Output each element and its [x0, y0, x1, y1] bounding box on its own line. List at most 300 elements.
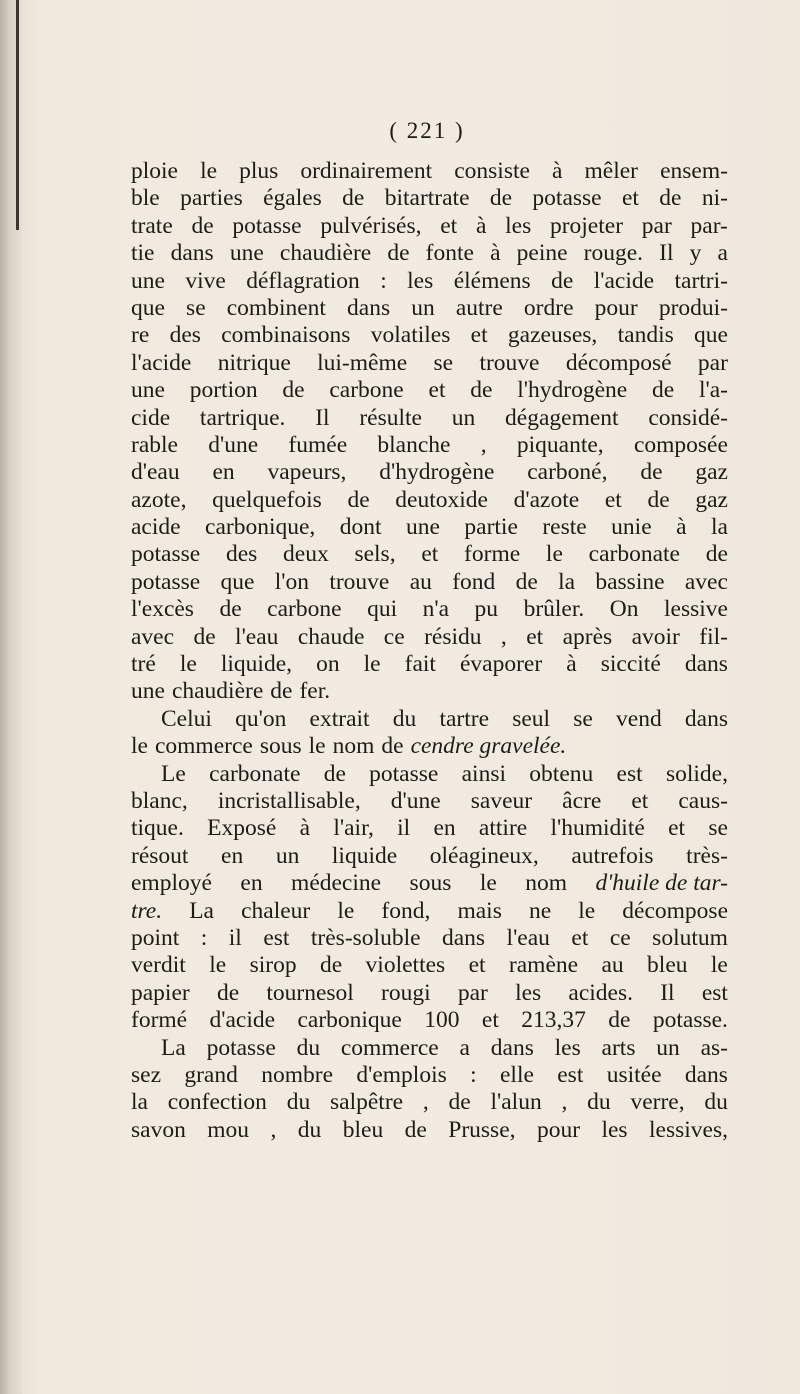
- word: brûler.: [523, 596, 585, 623]
- word: du: [704, 1089, 728, 1116]
- word: résidu: [424, 623, 482, 650]
- word: papier: [131, 979, 190, 1006]
- word: il: [397, 815, 411, 842]
- word: d'emplois: [356, 1061, 447, 1088]
- word: de: [515, 568, 538, 595]
- word: une: [406, 514, 440, 541]
- word: se: [708, 815, 728, 842]
- text-line: [131, 459, 728, 486]
- word: saveur: [470, 787, 533, 814]
- word: tartre: [439, 705, 490, 732]
- word: est: [616, 760, 643, 787]
- word: tartrique.: [199, 404, 286, 431]
- word: verre,: [630, 1089, 685, 1116]
- word: médecine: [291, 870, 382, 897]
- word: les: [554, 1034, 581, 1061]
- word: cendre gravelée.: [410, 733, 567, 760]
- word: carbonique,: [205, 514, 316, 541]
- word: du: [296, 1034, 321, 1061]
- word: mou: [207, 1116, 250, 1143]
- word: attire: [478, 815, 528, 842]
- word: déflagration: [246, 267, 360, 294]
- word: Il: [315, 404, 330, 431]
- word: bassine: [595, 568, 665, 595]
- text-line: [131, 322, 728, 349]
- word: les: [515, 979, 542, 1006]
- word: à: [552, 158, 563, 184]
- word: employé: [131, 870, 212, 897]
- word: blanc,: [131, 787, 188, 814]
- word: deux: [283, 541, 329, 568]
- word: en: [433, 815, 456, 842]
- word: décompose: [622, 897, 728, 924]
- word: fond,: [381, 897, 431, 924]
- word: tartri-: [674, 267, 728, 294]
- word: les: [407, 267, 434, 294]
- word: acides.: [568, 979, 634, 1006]
- word: nombre: [261, 1061, 334, 1088]
- word: potasse: [131, 568, 201, 595]
- word: élémens: [453, 267, 531, 294]
- word: reste: [542, 514, 587, 541]
- word: trouve: [329, 568, 390, 595]
- word: le: [545, 541, 563, 568]
- word: l'hydrogène: [517, 377, 628, 404]
- word: gaz: [695, 486, 728, 513]
- word: chaleur: [241, 897, 311, 924]
- word: salpêtre: [330, 1089, 404, 1116]
- word: ce: [383, 623, 405, 650]
- word: de: [489, 185, 513, 212]
- word: évaporer: [460, 651, 543, 678]
- word: du: [587, 1089, 611, 1116]
- text-line: [131, 678, 728, 705]
- text-line: [131, 487, 728, 514]
- word: nitrique: [217, 349, 291, 376]
- word: après: [562, 623, 613, 650]
- word: décomposé: [565, 349, 672, 376]
- word: Exposé: [207, 815, 277, 842]
- word: considé-: [648, 404, 728, 431]
- text-line: [131, 1062, 728, 1089]
- word: tique.: [131, 815, 184, 842]
- text-line: [131, 651, 728, 678]
- word: y: [689, 240, 702, 267]
- word: ploie: [131, 158, 178, 184]
- word: d'huile de tar-: [595, 870, 728, 897]
- word: et: [440, 212, 458, 239]
- word: que: [131, 294, 165, 321]
- word: on: [316, 651, 340, 678]
- word: fonte: [425, 240, 474, 267]
- text-line: [131, 185, 728, 212]
- word: plus: [239, 158, 279, 184]
- word: dans: [347, 294, 391, 321]
- word: avoir: [631, 623, 680, 650]
- word: lessive: [664, 596, 728, 623]
- word: le: [200, 158, 218, 184]
- word: pulvérisés,: [320, 212, 422, 239]
- word: est: [263, 924, 290, 951]
- word: a: [717, 240, 728, 267]
- word: rougi: [381, 979, 431, 1006]
- word: dans: [170, 240, 214, 267]
- word: en: [221, 842, 244, 869]
- word: le: [209, 952, 227, 979]
- word: la: [131, 1089, 148, 1116]
- word: violettes: [365, 952, 446, 979]
- word: l'a-: [698, 377, 728, 404]
- word: de: [640, 459, 663, 486]
- word: :: [380, 267, 387, 294]
- word: carbone: [329, 377, 404, 404]
- word: égales: [263, 185, 322, 212]
- word: de: [387, 240, 410, 267]
- word: de: [219, 596, 242, 623]
- word: ,: [270, 1116, 277, 1143]
- word: en: [240, 870, 263, 897]
- word: siccité: [600, 651, 661, 678]
- text-line: [131, 1035, 728, 1062]
- word: chaudière: [279, 240, 372, 267]
- word: as-: [700, 1034, 728, 1061]
- word: deutoxide: [395, 486, 488, 513]
- word: de: [319, 952, 343, 979]
- text-line: [131, 925, 728, 952]
- text-line: [131, 733, 728, 760]
- word: résout: [131, 842, 189, 869]
- word: 100: [424, 1007, 460, 1034]
- word: autrefois: [571, 842, 654, 869]
- word: ensem-: [660, 158, 728, 184]
- word: un: [656, 1034, 680, 1061]
- word: à: [299, 815, 311, 842]
- word: ble: [131, 185, 160, 212]
- word: tournesol: [266, 979, 354, 1006]
- word: l'excès: [131, 596, 194, 623]
- word: que: [220, 568, 255, 595]
- word: vend: [616, 705, 662, 732]
- word: fait: [404, 651, 436, 678]
- word: se: [573, 705, 593, 732]
- word: ,: [561, 1089, 568, 1116]
- word: à: [475, 212, 487, 239]
- word: l'alun: [490, 1089, 542, 1116]
- word: qu'on: [235, 705, 287, 732]
- word: il: [228, 924, 242, 951]
- word: pu: [474, 596, 499, 623]
- word: pour: [536, 1116, 581, 1143]
- text-line: [131, 706, 728, 733]
- word: une: [131, 267, 165, 294]
- word: dans: [684, 705, 728, 732]
- word: rable: [131, 431, 178, 458]
- text-line: [131, 761, 728, 788]
- word: nom: [525, 870, 568, 897]
- word: consiste: [454, 158, 530, 184]
- word: quelquefois: [212, 486, 322, 513]
- word: a: [459, 1034, 470, 1061]
- word: point: [131, 924, 180, 951]
- page-number: ( 221 ): [389, 118, 465, 143]
- word: partie: [464, 514, 518, 541]
- word: très-soluble: [310, 924, 421, 951]
- word: bleu: [342, 1116, 384, 1143]
- word: de: [470, 377, 493, 404]
- word: l'humidité: [550, 815, 645, 842]
- word: les: [601, 1116, 628, 1143]
- word: n'a: [422, 596, 450, 623]
- word: l'eau: [235, 623, 279, 650]
- word: sirop: [249, 952, 297, 979]
- text-line: [131, 980, 728, 1007]
- word: gaz: [695, 459, 728, 486]
- word: à: [566, 651, 577, 678]
- word: ne: [528, 897, 552, 924]
- word: fil-: [699, 623, 728, 650]
- word: re: [131, 322, 150, 349]
- word: chaude: [297, 623, 365, 650]
- body-text: [131, 158, 728, 1144]
- word: fumée: [288, 431, 348, 458]
- word: fond: [452, 568, 496, 595]
- word: et: [668, 815, 686, 842]
- word: de: [608, 1007, 631, 1034]
- word: de: [448, 1089, 471, 1116]
- word: dans: [490, 1034, 534, 1061]
- word: bleu: [647, 952, 688, 979]
- word: de: [216, 979, 240, 1006]
- word: de: [282, 377, 305, 404]
- text-line: [131, 158, 728, 185]
- text-line: [131, 350, 728, 377]
- word: ordre: [523, 294, 574, 321]
- word: et: [468, 952, 486, 979]
- word: et: [421, 541, 439, 568]
- word: gazeuses,: [507, 322, 598, 349]
- word: de: [551, 267, 574, 294]
- word: projeter: [549, 212, 624, 239]
- word: du: [286, 1089, 311, 1116]
- word: et: [428, 377, 446, 404]
- word: de: [381, 733, 404, 760]
- word: formé: [131, 1007, 188, 1034]
- word: dans: [442, 924, 486, 951]
- word: sels,: [354, 541, 396, 568]
- word: d'azote: [513, 486, 580, 513]
- word: tie: [131, 240, 155, 267]
- word: cide: [131, 404, 171, 431]
- word: est: [557, 1061, 584, 1088]
- word: un: [451, 404, 476, 431]
- word: ni-: [701, 185, 728, 212]
- word: obtenu: [529, 760, 594, 787]
- word: potasse: [232, 212, 302, 239]
- word: par: [697, 349, 728, 376]
- word: de: [191, 212, 214, 239]
- word: de: [323, 760, 346, 787]
- word: 213,37: [521, 1007, 586, 1034]
- text-line: [131, 295, 728, 322]
- word: la: [558, 568, 576, 595]
- word: autre: [455, 294, 503, 321]
- word: d'une: [390, 787, 441, 814]
- word: carbonate: [588, 541, 680, 568]
- word: liquide: [331, 842, 398, 869]
- word: nom: [332, 733, 375, 760]
- word: qui: [367, 596, 398, 623]
- word: dans: [684, 651, 728, 678]
- word: oléagineux,: [429, 842, 539, 869]
- word: potasse: [206, 1034, 276, 1061]
- word: de: [270, 678, 293, 705]
- word: Le: [161, 760, 186, 787]
- word: trate: [131, 212, 173, 239]
- word: âcre: [562, 787, 602, 814]
- word: très-: [686, 842, 728, 869]
- word: une: [131, 678, 165, 705]
- word: peine: [516, 240, 568, 267]
- word: et: [470, 322, 488, 349]
- word: avec: [131, 623, 175, 650]
- word: trouve: [479, 349, 540, 376]
- word: potasse: [131, 541, 201, 568]
- word: combinaisons: [221, 322, 351, 349]
- word: caus-: [678, 787, 728, 814]
- text-line: [131, 541, 728, 568]
- word: avec: [684, 568, 728, 595]
- word: par: [641, 212, 672, 239]
- word: au: [409, 568, 432, 595]
- word: azote,: [131, 486, 187, 513]
- word: parties: [180, 185, 243, 212]
- word: elle: [499, 1061, 534, 1088]
- word: se: [186, 294, 206, 321]
- word: volatiles: [370, 322, 451, 349]
- word: du: [297, 1116, 322, 1143]
- word: de: [705, 541, 728, 568]
- word: lessives,: [649, 1116, 728, 1143]
- word: lui-même: [317, 349, 408, 376]
- word: se: [433, 349, 454, 376]
- word: forme: [464, 541, 521, 568]
- word: le: [363, 651, 381, 678]
- word: sous: [259, 733, 302, 760]
- word: potasse.: [652, 1007, 728, 1034]
- text-line: [131, 1007, 728, 1034]
- text-line: [131, 405, 728, 432]
- word: acide: [131, 514, 181, 541]
- word: composée: [633, 431, 728, 458]
- word: sous: [409, 870, 452, 897]
- word: arts: [601, 1034, 636, 1061]
- word: l'acide: [593, 267, 655, 294]
- word: un: [411, 294, 435, 321]
- word: dans: [684, 1061, 728, 1088]
- word: le: [710, 952, 728, 979]
- word: de: [193, 623, 216, 650]
- text-line: [131, 843, 728, 870]
- text-line: [131, 432, 728, 459]
- word: tre.: [131, 897, 163, 924]
- text-line: [131, 815, 728, 842]
- word: seul: [512, 705, 551, 732]
- text-line: [131, 569, 728, 596]
- word: que: [694, 322, 728, 349]
- word: d'une: [208, 431, 259, 458]
- word: potasse: [532, 185, 602, 212]
- word: tandis: [617, 322, 674, 349]
- text-line: [131, 870, 728, 897]
- word: et: [604, 486, 622, 513]
- word: ,: [500, 623, 507, 650]
- word: dégagement: [505, 404, 619, 431]
- word: de: [651, 377, 675, 404]
- text-line: [131, 952, 728, 979]
- word: des: [169, 322, 201, 349]
- word: des: [225, 541, 258, 568]
- word: Celui: [161, 705, 212, 732]
- word: dont: [339, 514, 382, 541]
- word: On: [609, 596, 639, 623]
- word: unie: [611, 514, 652, 541]
- word: pour: [594, 294, 638, 321]
- word: incristallisable,: [217, 787, 361, 814]
- word: grand: [184, 1061, 238, 1088]
- word: carboné,: [527, 459, 608, 486]
- word: l'acide: [131, 349, 192, 376]
- word: le: [179, 651, 197, 678]
- word: commerce: [340, 1034, 439, 1061]
- word: et: [621, 185, 639, 212]
- word: par: [457, 979, 488, 1006]
- word: vive: [185, 267, 226, 294]
- text-line: [131, 514, 728, 541]
- word: carbonique: [297, 1007, 402, 1034]
- text-line: [131, 624, 728, 651]
- word: solutum: [652, 924, 728, 951]
- text-line: [131, 213, 728, 240]
- word: une: [131, 377, 165, 404]
- word: solide,: [665, 760, 728, 787]
- word: ramène: [508, 952, 579, 979]
- word: carbone: [267, 596, 342, 623]
- word: les: [505, 212, 532, 239]
- word: sez: [131, 1061, 162, 1088]
- word: à: [490, 240, 501, 267]
- word: Il: [660, 979, 675, 1006]
- word: portion: [189, 377, 258, 404]
- word: La: [189, 897, 214, 924]
- word: verdit: [131, 952, 186, 979]
- text-line: [131, 1089, 728, 1116]
- word: du: [392, 705, 417, 732]
- word: potasse: [369, 760, 439, 787]
- word: un: [275, 842, 300, 869]
- word: l'eau: [506, 924, 550, 951]
- word: et: [571, 924, 589, 951]
- word: extrait: [309, 705, 370, 732]
- word: fer.: [299, 678, 331, 705]
- word: d'hydrogène: [379, 459, 495, 486]
- word: combinent: [226, 294, 326, 321]
- text-line: [131, 898, 728, 925]
- word: savon: [131, 1116, 186, 1143]
- word: à: [676, 514, 687, 541]
- text-line: [131, 1117, 728, 1144]
- word: produi-: [658, 294, 728, 321]
- word: le: [479, 870, 497, 897]
